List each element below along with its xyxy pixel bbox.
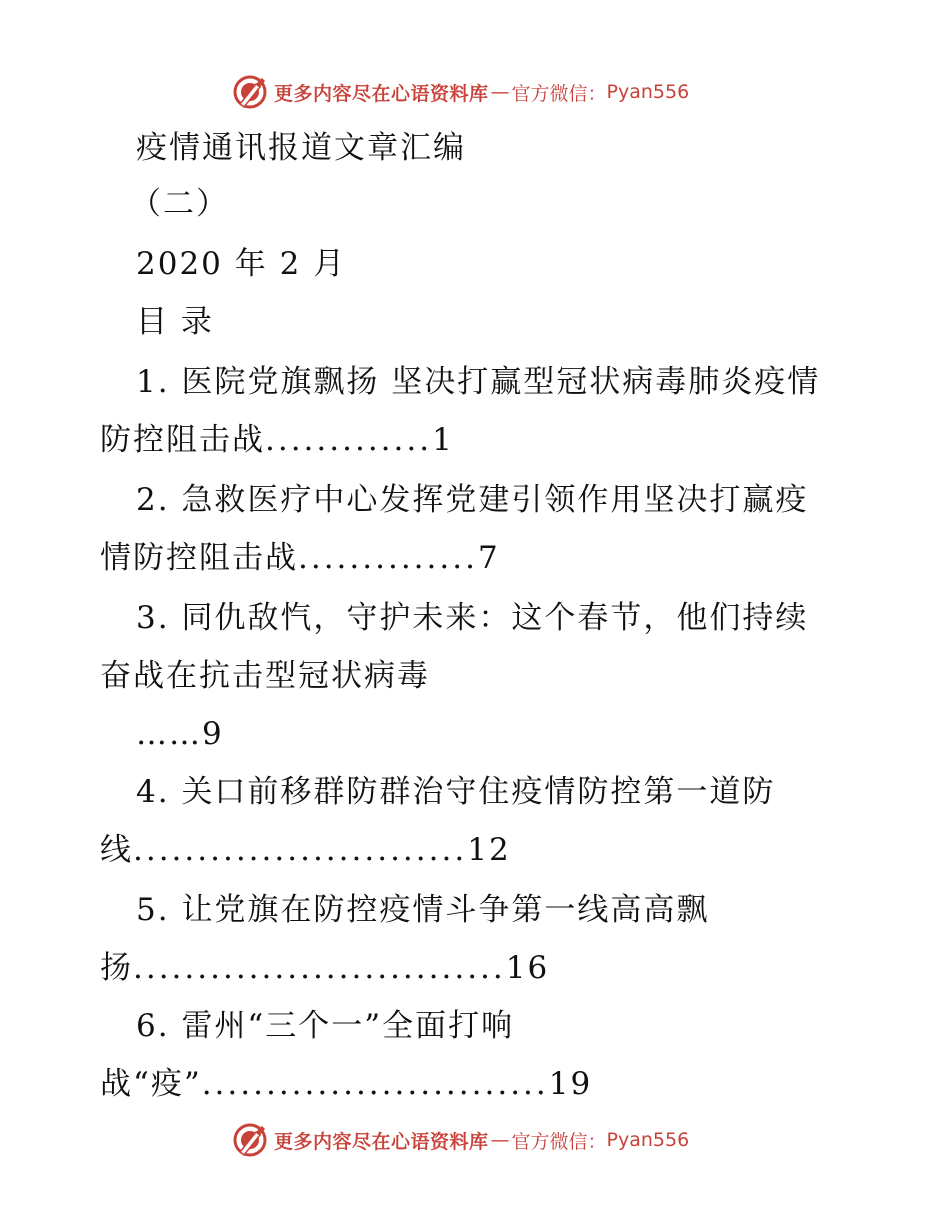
- toc-entry-title-cont: 奋战在抗击型冠状病毒: [100, 658, 430, 694]
- banner-text: 更多内容尽在心语资料库: [274, 82, 489, 105]
- toc-leader-dots: ..............: [298, 540, 478, 576]
- banner-wechat-label: 官方微信：: [511, 1130, 607, 1153]
- toc-entry-title-cont: 防控阻击战: [100, 422, 265, 458]
- toc-entry-title: 同仇敌忾，守护未来：这个春节，他们持续: [181, 600, 809, 636]
- toc-entry-6-line1[interactable]: [136, 1006, 514, 1046]
- toc-entry-3-line2[interactable]: [100, 656, 430, 696]
- banner-text: 更多内容尽在心语资料库: [274, 1130, 489, 1153]
- toc-leader-dots: ..........................: [133, 832, 468, 868]
- toc-entry-title: 医院党旗飘扬 坚决打赢型冠状病毒肺炎疫情: [181, 364, 821, 400]
- toc-entry-2-line2[interactable]: [100, 538, 500, 578]
- toc-leader-dots: ……: [136, 716, 202, 752]
- toc-entry-number: 5.: [136, 892, 170, 928]
- toc-entry-4-line2[interactable]: [100, 830, 511, 870]
- toc-entry-title-cont: 情防控阻击战: [100, 540, 298, 576]
- pen-logo-icon: [232, 74, 268, 110]
- toc-entry-number: 3.: [136, 600, 170, 636]
- banner-wechat-id: Pyan556: [606, 1129, 690, 1151]
- toc-leader-dots: .............: [265, 422, 433, 458]
- toc-entry-title-cont: 线: [100, 832, 133, 868]
- footer-banner: [232, 1120, 689, 1160]
- toc-entry-1-line1[interactable]: [136, 362, 820, 402]
- toc-leader-dots: .............................: [133, 950, 506, 986]
- toc-entry-6-line2[interactable]: [100, 1064, 592, 1104]
- toc-entry-title: 雷州“三个一”全面打响: [181, 1008, 515, 1044]
- toc-page-number: 1: [432, 422, 454, 458]
- toc-entry-title: 关口前移群防群治守住疫情防控第一道防: [181, 774, 776, 810]
- toc-entry-2-line1[interactable]: [136, 480, 808, 520]
- document-title: 疫情通讯报道文章汇编: [136, 130, 466, 166]
- pen-logo-icon: [232, 1122, 268, 1158]
- document-subtitle: （二）: [130, 186, 229, 222]
- header-banner: [232, 72, 689, 112]
- toc-page-number: 9: [202, 716, 224, 752]
- toc-entry-5-line1[interactable]: [136, 890, 709, 930]
- toc-entry-3-line3[interactable]: [136, 714, 224, 754]
- toc-heading: 目 录: [136, 304, 214, 340]
- toc-entry-number: 6.: [136, 1008, 170, 1044]
- toc-entry-1-line2[interactable]: [100, 420, 454, 460]
- document-date: 2020 年 2 月: [136, 246, 347, 282]
- toc-entry-title: 急救医疗中心发挥党建引领作用坚决打赢疫: [181, 482, 809, 518]
- toc-entry-title-cont: 战“疫”: [100, 1066, 202, 1102]
- toc-entry-number: 2.: [136, 482, 170, 518]
- toc-entry-title: 让党旗在防控疫情斗争第一线高高飘: [181, 892, 710, 928]
- banner-separator: —: [490, 81, 510, 103]
- toc-entry-number: 1.: [136, 364, 170, 400]
- toc-page-number: 19: [548, 1066, 593, 1102]
- banner-separator: —: [490, 1129, 510, 1151]
- toc-entry-3-line1[interactable]: [136, 598, 808, 638]
- toc-entry-4-line1[interactable]: [136, 772, 775, 812]
- toc-page-number: 12: [467, 832, 511, 868]
- banner-wechat-label: 官方微信：: [511, 82, 607, 105]
- toc-entry-5-line2[interactable]: [100, 948, 549, 988]
- toc-entry-title-cont: 扬: [100, 950, 133, 986]
- banner-wechat-id: Pyan556: [606, 81, 690, 103]
- toc-page-number: 16: [505, 950, 550, 986]
- toc-page-number: 7: [477, 540, 500, 576]
- toc-entry-number: 4.: [136, 774, 170, 810]
- toc-leader-dots: ...........................: [201, 1066, 549, 1102]
